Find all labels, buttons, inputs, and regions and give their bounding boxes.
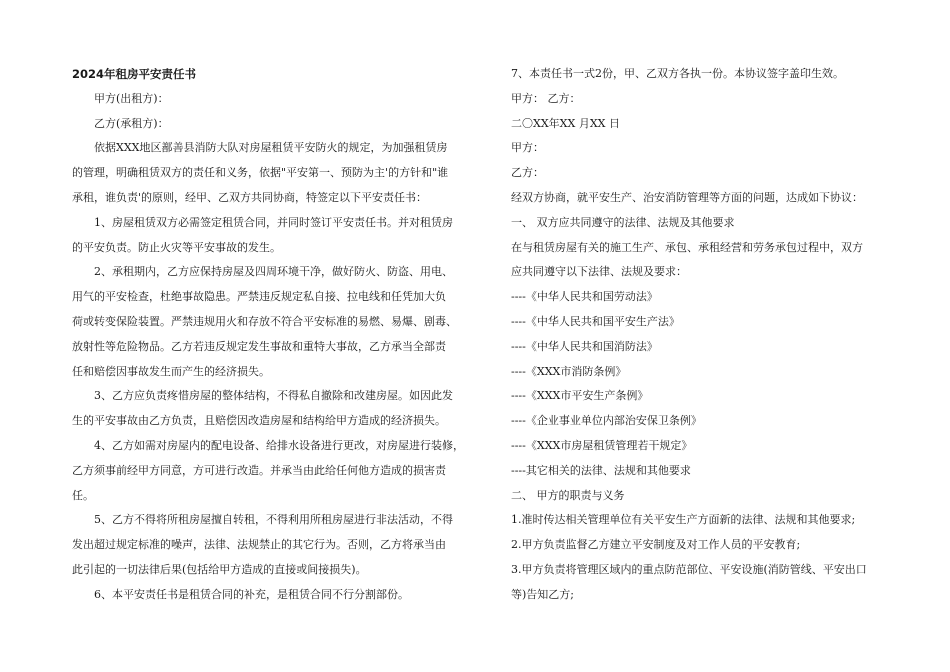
text-line: ----《中华人民共和国劳动法》	[511, 290, 658, 304]
text-line: ----《XXX市房屋租赁管理若干规定》	[511, 438, 693, 452]
text-line: ----《中华人民共和国消防法》	[511, 339, 658, 353]
text-line: 放射性等危险物品。乙方若违反规定发生事故和重特大事故，乙方承当全部责	[72, 339, 446, 353]
text-line: 5、乙方不得将所租房屋擅自转租，不得利用所租房屋进行非法活动，不得	[94, 513, 453, 527]
text-line: 此引起的一切法律后果(包括给甲方造成的直接或间接损失)。	[72, 562, 367, 576]
text-line: ----《中华人民共和国平安生产法》	[511, 314, 680, 328]
text-line: 等)告知乙方;	[511, 587, 574, 601]
text-line: 乙方(承租方)：	[94, 116, 169, 130]
text-line: 二〇XX年XX 月XX 日	[511, 116, 620, 130]
text-line: 一、 双方应共同遵守的法律、法规及其他要求	[511, 215, 735, 229]
text-line: 乙方须事前经甲方同意，方可进行改造。并承当由此给任何他方造成的损害责	[72, 463, 446, 477]
text-line: 在与租赁房屋有关的施工生产、承包、承租经营和劳务承包过程中，双方	[511, 240, 863, 254]
left-column	[72, 62, 468, 608]
text-line: 的管理，明确租赁双方的责任和义务，依据"平安第一、预防为主'的方针和"谁	[72, 166, 449, 180]
text-line: 甲方：	[511, 141, 544, 155]
text-line: 荷或转变保险装置。严禁违规用火和存放不符合平安标准的易燃、易爆、剧毒、	[72, 314, 457, 328]
text-line: 发出超过规定标准的噪声，法律、法规禁止的其它行为。否则，乙方将承当由	[72, 538, 446, 552]
text-line: 依据XXX地区鄯善县消防大队对房屋租赁平安防火的规定，为加强租赁房	[94, 141, 448, 155]
text-line: ----《XXX市平安生产条例》	[511, 389, 649, 403]
text-line: ----《企业事业单位内部治安保卫条例》	[511, 414, 702, 428]
text-line: 2.甲方负责监督乙方建立平安制度及对工作人员的平安教育;	[511, 538, 801, 552]
text-line: 甲方： 乙方：	[511, 91, 581, 105]
text-line: 应共同遵守以下法律、法规及要求：	[511, 265, 687, 279]
text-line: 乙方：	[511, 166, 544, 180]
text-line: ----《XXX市消防条例》	[511, 364, 627, 378]
text-line: 2、承租期内，乙方应保持房屋及四周环境干净，做好防火、防盗、用电、	[94, 265, 453, 279]
text-line: 用气的平安检查，杜绝事故隐患。严禁违反规定私自接、拉电线和任凭加大负	[72, 290, 446, 304]
text-line: 1.准时传达相关管理单位有关平安生产方面新的法律、法规和其他要求;	[511, 513, 856, 527]
text-line: 承租，谁负责'的原则，经甲、乙双方共同协商，特签定以下平安责任书：	[72, 190, 428, 204]
text-line: 的平安负责。防止火灾等平安事故的发生。	[72, 240, 281, 254]
text-line: 任和赔偿因事故发生而产生的经济损失。	[72, 364, 270, 378]
text-line: 3.甲方负责将管理区域内的重点防范部位、平安设施(消防管线、平安出口	[511, 562, 867, 576]
text-line: 任。	[72, 488, 94, 502]
text-line: 7、本责任书一式2份，甲、乙双方各执一份。本协议签字盖印生效。	[511, 67, 844, 80]
text-line: 二、 甲方的职责与义务	[511, 488, 625, 502]
text-line: 生的平安事故由乙方负责，且赔偿因改造房屋和结构给甲方造成的经济损失。	[72, 414, 446, 428]
text-line: 4、乙方如需对房屋内的配电设备、给排水设备进行更改，对房屋进行装修，	[94, 438, 464, 452]
text-line: 甲方(出租方)：	[94, 91, 169, 105]
text-line: 经双方协商，就平安生产、治安消防管理等方面的问题，达成如下协议：	[511, 190, 863, 204]
right-column	[511, 62, 891, 608]
text-line: 3、乙方应负责疼惜房屋的整体结构，不得私自撤除和改建房屋。如因此发	[94, 389, 453, 403]
text-line: ----其它相关的法律、法规和其他要求	[511, 463, 691, 477]
text-line: 1、房屋租赁双方必需签定租赁合同，并同时签订平安责任书。并对租赁房	[94, 215, 453, 229]
text-line: 6、本平安责任书是租赁合同的补充，是租赁合同不行分割部份。	[94, 587, 409, 601]
document-title: 2024年租房平安责任书	[72, 67, 197, 81]
